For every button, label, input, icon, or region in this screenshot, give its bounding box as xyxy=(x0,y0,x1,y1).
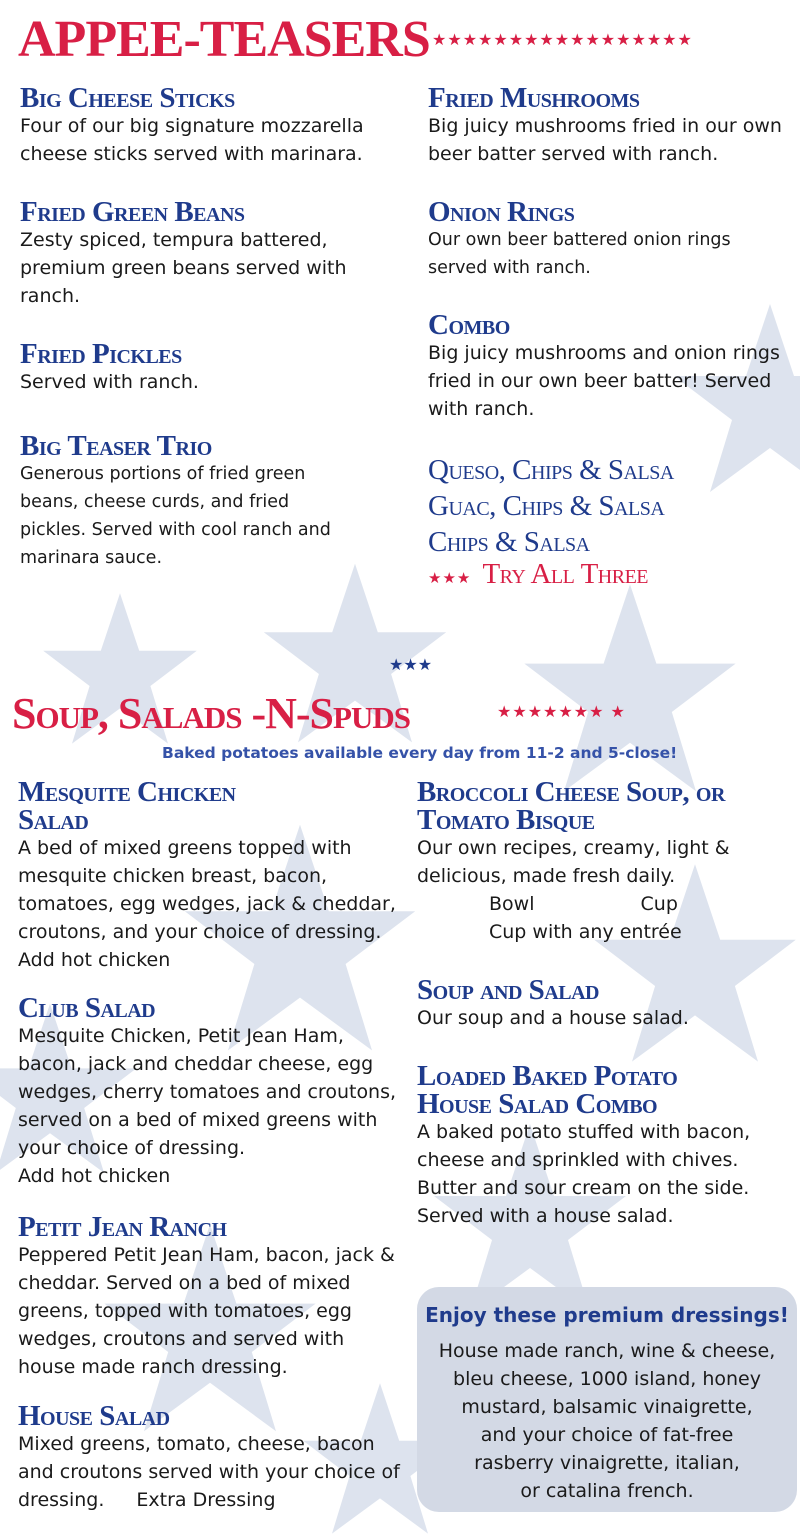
item-name: Combo xyxy=(428,309,510,341)
dressings-line: mustard, balsamic vinaigrette, xyxy=(461,1396,753,1418)
menu-item xyxy=(20,432,360,572)
item-description: Our own recipes, creamy, light & delicious, made fresh daily. xyxy=(417,837,730,887)
item-description: Big juicy mushrooms and onion rings fried in our own beer batter! Served with ranch. xyxy=(428,342,780,420)
chips-list xyxy=(428,452,674,596)
item-name: Big Cheese Sticks xyxy=(20,82,235,114)
item-name: Big Teaser Trio xyxy=(20,430,212,462)
item-description: Generous portions of fried green beans, cheese curds, and fried pickles. Served with cool ranch and marinara sauce. xyxy=(20,464,331,568)
item-description: Big juicy mushrooms fried in our own beer batter served with ranch. xyxy=(428,115,782,165)
menu-item xyxy=(18,1213,403,1381)
menu-item xyxy=(417,778,797,946)
item-extra: Add hot chicken xyxy=(18,949,171,971)
item-description: Served with ranch. xyxy=(20,371,199,393)
menu-item xyxy=(428,84,798,168)
bowl-label: Bowl xyxy=(489,893,535,915)
soup-sizes xyxy=(417,890,797,918)
item-name: Mesquite Chicken Salad xyxy=(18,776,236,836)
item-description: Peppered Petit Jean Ham, bacon, jack & cheddar. Served on a bed of mixed greens, topped with tomatoes, egg wedges, croutons and served with house made ranch dressing. xyxy=(18,1244,395,1378)
background-star-icon xyxy=(520,580,740,800)
soup-stars-icon: ★★★★★★★ ★ xyxy=(497,702,626,721)
item-name: Fried Green Beans xyxy=(20,196,245,228)
try-all-row xyxy=(428,560,674,596)
item-name: Broccoli Cheese Soup, or Tomato Bisque xyxy=(417,776,725,836)
item-description: Our soup and a house salad. xyxy=(417,1007,689,1029)
dressings-heading: Enjoy these premium dressings! xyxy=(425,1303,789,1327)
menu-item xyxy=(20,84,390,168)
item-extra: Add hot chicken xyxy=(18,1165,171,1187)
item-name: Loaded Baked Potato House Salad Combo xyxy=(417,1060,678,1120)
item-description-text: Mixed greens, tomato, cheese, bacon and croutons served with your choice of dressing. xyxy=(18,1433,400,1511)
menu-item xyxy=(417,1062,797,1230)
menu-item xyxy=(20,340,390,396)
menu-item xyxy=(18,1402,403,1514)
menu-item xyxy=(417,976,797,1032)
chips-item: Queso, Chips & Salsa xyxy=(428,454,674,486)
item-description xyxy=(18,1430,403,1514)
cup-entree-label: Cup with any entrée xyxy=(489,921,682,943)
item-name: Onion Rings xyxy=(428,196,575,228)
divider-stars-icon: ★★★ xyxy=(389,655,433,674)
item-name: Petit Jean Ranch xyxy=(18,1211,227,1243)
item-extra: Extra Dressing xyxy=(136,1489,276,1511)
menu-item xyxy=(20,198,350,310)
menu-item xyxy=(18,778,403,974)
item-description: A bed of mixed greens topped with mesquite chicken breast, bacon, tomatoes, egg wedges, jack & cheddar, croutons, and your choice of dressing. xyxy=(18,837,396,943)
baked-potato-note: Baked potatoes available every day from 11-2 and 5-close! xyxy=(162,744,678,762)
menu-item xyxy=(428,311,798,423)
dressings-line: and your choice of fat-free xyxy=(480,1424,734,1446)
try-all-stars-icon: ★★★ xyxy=(428,569,472,587)
dressings-line: or catalina french. xyxy=(520,1480,694,1502)
menu-item xyxy=(18,994,403,1190)
chips-item: Guac, Chips & Salsa xyxy=(428,490,665,522)
dressings-line: rasberry vinaigrette, italian, xyxy=(474,1452,740,1474)
dressings-line: House made ranch, wine & cheese, xyxy=(438,1340,776,1362)
chips-item: Chips & Salsa xyxy=(428,526,590,558)
item-name: Club Salad xyxy=(18,992,156,1024)
item-name: Soup and Salad xyxy=(417,974,599,1006)
appetizers-title: APPEE-TEASERS xyxy=(18,11,430,68)
item-description: Mesquite Chicken, Petit Jean Ham, bacon, jack and cheddar cheese, egg wedges, cherry tomatoes and croutons, served on a bed of mixed greens with your choice of dressing. xyxy=(18,1025,397,1159)
item-name: Fried Mushrooms xyxy=(428,82,640,114)
item-description: Our own beer battered onion rings served with ranch. xyxy=(428,230,731,278)
item-name: House Salad xyxy=(18,1400,170,1432)
appetizers-stars-icon: ★★★★★★★★★★★★★★★★★ xyxy=(432,30,693,49)
soup-section-title: Soup, Salads -N-Spuds xyxy=(12,689,410,738)
item-name: Fried Pickles xyxy=(20,338,182,370)
cup-label: Cup xyxy=(640,893,678,915)
dressings-box xyxy=(417,1287,797,1512)
item-description: Four of our big signature mozzarella cheese sticks served with marinara. xyxy=(20,115,364,165)
item-description: Zesty spiced, tempura battered, premium green beans served with ranch. xyxy=(20,229,347,307)
try-all-label: Try All Three xyxy=(482,558,649,590)
item-description: A baked potato stuffed with bacon, cheese and sprinkled with chives. Butter and sour cream on the side. Served with a house salad. xyxy=(417,1121,751,1227)
dressings-list xyxy=(417,1337,797,1505)
dressings-line: bleu cheese, 1000 island, honey xyxy=(453,1368,761,1390)
menu-item xyxy=(428,198,788,282)
